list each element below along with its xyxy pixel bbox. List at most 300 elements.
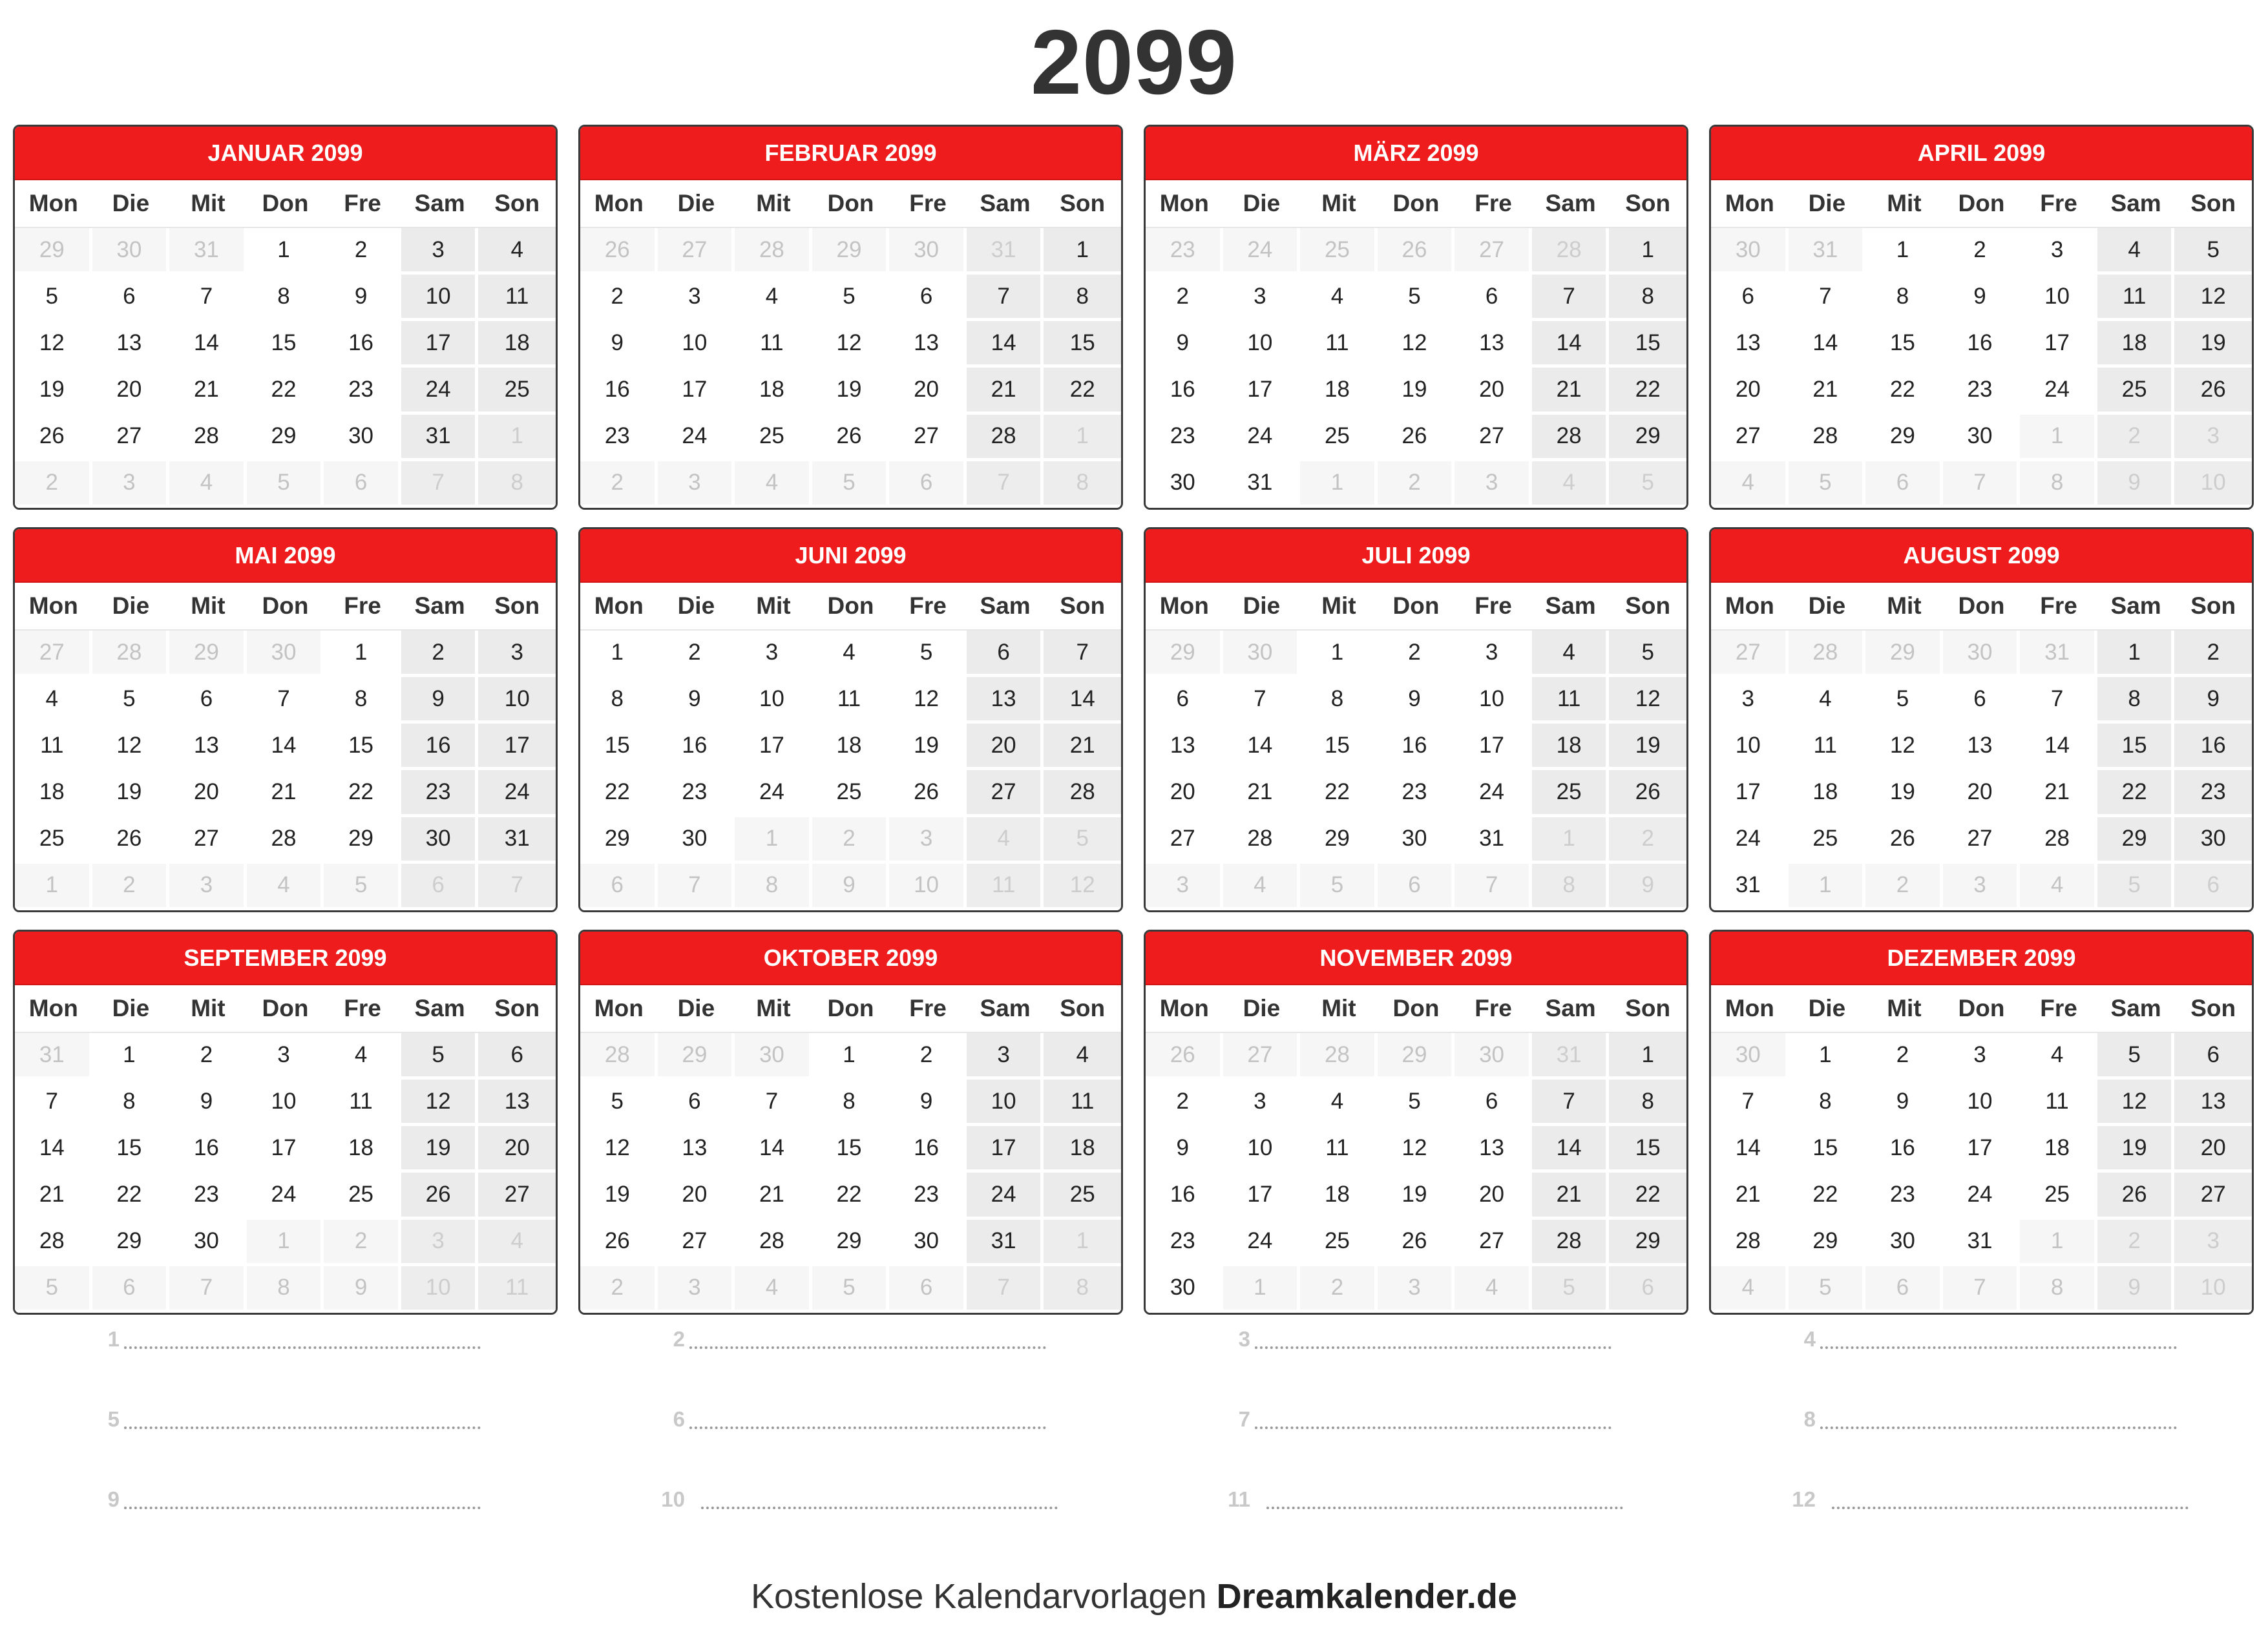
day-cell: 4 [2020, 1033, 2097, 1080]
note-line[interactable] [578, 1478, 1123, 1558]
month-title: SEPTEMBER 2099 [15, 932, 556, 985]
day-cell: 4 [812, 631, 890, 677]
adjacent-month-day: 4 [1223, 864, 1301, 910]
day-cell: 19 [2097, 1126, 2175, 1173]
day-cell: 26 [2174, 368, 2252, 414]
day-cell: 22 [580, 770, 658, 817]
day-cell: 17 [735, 724, 812, 770]
adjacent-month-day: 1 [1223, 1266, 1301, 1313]
adjacent-month-day: 6 [580, 864, 658, 910]
weeks [1711, 228, 2252, 508]
week-row [580, 817, 1121, 864]
day-cell: 3 [247, 1033, 324, 1080]
day-cell: 5 [401, 1033, 479, 1080]
day-cell: 9 [580, 321, 658, 368]
day-cell: 8 [1044, 275, 1121, 321]
note-line[interactable] [13, 1318, 558, 1398]
weekday-row [15, 583, 556, 631]
day-cell: 14 [1223, 724, 1301, 770]
day-cell: 17 [247, 1126, 324, 1173]
day-cell: 15 [1609, 321, 1686, 368]
day-cell: 21 [169, 368, 247, 414]
dotted-line [701, 1507, 1058, 1509]
day-cell: 14 [1532, 321, 1610, 368]
day-cell: 30 [658, 817, 735, 864]
adjacent-month-day: 4 [967, 817, 1044, 864]
day-cell: 1 [1609, 1033, 1686, 1080]
weekday-row [1146, 180, 1686, 228]
adjacent-month-day: 6 [1865, 1266, 1943, 1313]
adjacent-month-day: 8 [247, 1266, 324, 1313]
day-cell: 28 [1223, 817, 1301, 864]
month-card [578, 527, 1123, 912]
day-cell: 9 [1943, 275, 2021, 321]
day-cell: 5 [812, 275, 890, 321]
day-cell: 31 [1223, 461, 1301, 508]
note-number: 10 [661, 1487, 685, 1511]
adjacent-month-day: 6 [1609, 1266, 1686, 1313]
day-cell: 3 [401, 228, 479, 275]
day-cell: 11 [1044, 1080, 1121, 1126]
day-cell: 24 [1943, 1173, 2021, 1219]
adjacent-month-day: 5 [324, 864, 401, 910]
footer-brand[interactable]: Dreamkalender.de [1216, 1577, 1517, 1616]
weekday-label: Die [677, 190, 715, 216]
week-row [1711, 321, 2252, 368]
day-cell: 13 [92, 321, 170, 368]
week-row [1146, 1033, 1686, 1080]
note-line[interactable] [1709, 1478, 2254, 1558]
week-row [580, 864, 1121, 910]
day-cell: 10 [658, 321, 735, 368]
day-cell: 9 [889, 1080, 967, 1126]
adjacent-month-day: 4 [478, 1220, 556, 1266]
day-cell: 26 [2097, 1173, 2175, 1219]
week-row [580, 1126, 1121, 1173]
weekday-label: Mon [28, 592, 78, 619]
day-cell: 8 [1609, 275, 1686, 321]
adjacent-month-day: 7 [967, 461, 1044, 508]
day-cell: 29 [324, 817, 401, 864]
adjacent-month-day: 26 [1378, 228, 1455, 275]
weekday-label: Mon [594, 190, 644, 216]
adjacent-month-day: 27 [1223, 1033, 1301, 1080]
day-cell: 17 [1223, 368, 1301, 414]
adjacent-month-day: 30 [1711, 228, 1789, 275]
day-cell: 28 [2020, 817, 2097, 864]
dotted-line [124, 1426, 481, 1429]
day-cell: 23 [580, 415, 658, 461]
day-cell: 16 [889, 1126, 967, 1173]
adjacent-month-day: 2 [1378, 461, 1455, 508]
day-cell: 28 [169, 415, 247, 461]
day-cell: 8 [1609, 1080, 1686, 1126]
day-cell: 9 [2174, 677, 2252, 724]
day-cell: 27 [1454, 1220, 1532, 1266]
day-cell: 28 [1532, 415, 1610, 461]
day-cell: 1 [2097, 631, 2175, 677]
weekday-label: Don [1392, 592, 1440, 619]
week-row [1711, 1173, 2252, 1219]
day-cell: 29 [1609, 415, 1686, 461]
day-cell: 9 [1146, 1126, 1223, 1173]
week-row [1711, 368, 2252, 414]
day-cell: 3 [1223, 1080, 1301, 1126]
adjacent-month-day: 5 [812, 461, 890, 508]
day-cell: 20 [1711, 368, 1789, 414]
day-cell: 18 [1044, 1126, 1121, 1173]
day-cell: 30 [889, 1220, 967, 1266]
weeks [580, 631, 1121, 910]
day-cell: 22 [812, 1173, 890, 1219]
weekday-label: Fre [1475, 190, 1512, 216]
weekday-row [15, 985, 556, 1033]
day-cell: 29 [580, 817, 658, 864]
adjacent-month-day: 5 [1609, 461, 1686, 508]
adjacent-month-day: 6 [92, 1266, 170, 1313]
day-cell: 24 [658, 415, 735, 461]
adjacent-month-day: 31 [2020, 631, 2097, 677]
weeks [580, 1033, 1121, 1313]
weekday-label: Don [1958, 592, 2005, 619]
day-cell: 29 [812, 1220, 890, 1266]
week-row [1146, 275, 1686, 321]
adjacent-month-day: 23 [1146, 228, 1223, 275]
day-cell: 27 [658, 1220, 735, 1266]
day-cell: 15 [247, 321, 324, 368]
day-cell: 15 [2097, 724, 2175, 770]
day-cell: 28 [1789, 415, 1866, 461]
notes-area [13, 1318, 2254, 1558]
week-row [1146, 677, 1686, 724]
note-number: 4 [1803, 1327, 1816, 1351]
week-row [580, 275, 1121, 321]
day-cell: 5 [889, 631, 967, 677]
day-cell: 8 [1789, 1080, 1866, 1126]
day-cell: 3 [967, 1033, 1044, 1080]
week-row [1711, 677, 2252, 724]
note-number: 7 [1238, 1407, 1250, 1431]
day-cell: 6 [889, 275, 967, 321]
day-cell: 21 [15, 1173, 92, 1219]
note-line[interactable] [13, 1478, 558, 1558]
day-cell: 3 [658, 275, 735, 321]
day-cell: 29 [1789, 1220, 1866, 1266]
weeks [1146, 228, 1686, 508]
week-row [1146, 1173, 1686, 1219]
week-row [15, 1173, 556, 1219]
adjacent-month-day: 5 [247, 461, 324, 508]
adjacent-month-day: 8 [1532, 864, 1610, 910]
day-cell: 20 [169, 770, 247, 817]
adjacent-month-day: 12 [1044, 864, 1121, 910]
day-cell: 10 [2020, 275, 2097, 321]
adjacent-month-day: 1 [1044, 1220, 1121, 1266]
adjacent-month-day: 9 [324, 1266, 401, 1313]
dotted-line [124, 1507, 481, 1509]
day-cell: 21 [967, 368, 1044, 414]
day-cell: 27 [889, 415, 967, 461]
day-cell: 10 [247, 1080, 324, 1126]
day-cell: 23 [658, 770, 735, 817]
day-cell: 18 [1789, 770, 1866, 817]
adjacent-month-day: 9 [812, 864, 890, 910]
day-cell: 25 [478, 368, 556, 414]
adjacent-month-day: 28 [1532, 228, 1610, 275]
day-cell: 12 [580, 1126, 658, 1173]
adjacent-month-day: 6 [324, 461, 401, 508]
weekday-label: Son [1060, 190, 1106, 216]
day-cell: 6 [2174, 1033, 2252, 1080]
day-cell: 20 [1454, 1173, 1532, 1219]
adjacent-month-day: 29 [658, 1033, 735, 1080]
day-cell: 7 [1711, 1080, 1789, 1126]
day-cell: 12 [1865, 724, 1943, 770]
adjacent-month-day: 8 [735, 864, 812, 910]
weekday-row [1711, 583, 2252, 631]
note-line[interactable] [13, 1398, 558, 1478]
weekday-label: Son [494, 190, 540, 216]
day-cell: 13 [967, 677, 1044, 724]
day-cell: 6 [1454, 1080, 1532, 1126]
note-line[interactable] [578, 1318, 1123, 1398]
day-cell: 11 [812, 677, 890, 724]
day-cell: 10 [1943, 1080, 2021, 1126]
day-cell: 14 [2020, 724, 2097, 770]
day-cell: 25 [1300, 1220, 1378, 1266]
day-cell: 24 [401, 368, 479, 414]
day-cell: 28 [1532, 1220, 1610, 1266]
day-cell: 24 [478, 770, 556, 817]
weekday-label: Son [1060, 592, 1106, 619]
week-row [580, 368, 1121, 414]
weekday-label: Mon [1159, 190, 1209, 216]
day-cell: 24 [1711, 817, 1789, 864]
adjacent-month-day: 7 [1943, 1266, 2021, 1313]
day-cell: 18 [324, 1126, 401, 1173]
weekday-label: Fre [344, 190, 381, 216]
dotted-line [124, 1346, 481, 1349]
week-row [580, 1033, 1121, 1080]
adjacent-month-day: 4 [2020, 864, 2097, 910]
day-cell: 28 [247, 817, 324, 864]
adjacent-month-day: 8 [2020, 1266, 2097, 1313]
weekday-label: Sam [1545, 995, 1596, 1021]
week-row [1146, 1266, 1686, 1313]
day-cell: 24 [735, 770, 812, 817]
day-cell: 28 [1044, 770, 1121, 817]
weekday-label: Mit [191, 592, 226, 619]
day-cell: 8 [812, 1080, 890, 1126]
adjacent-month-day: 28 [580, 1033, 658, 1080]
week-row [1146, 228, 1686, 275]
day-cell: 14 [1532, 1126, 1610, 1173]
adjacent-month-day: 9 [1609, 864, 1686, 910]
weeks [580, 228, 1121, 508]
weekday-row [1711, 180, 2252, 228]
day-cell: 21 [1711, 1173, 1789, 1219]
day-cell: 29 [1865, 415, 1943, 461]
week-row [1711, 864, 2252, 910]
day-cell: 4 [1300, 275, 1378, 321]
adjacent-month-day: 29 [169, 631, 247, 677]
day-cell: 18 [1300, 1173, 1378, 1219]
weekday-label: Mon [594, 995, 644, 1021]
adjacent-month-day: 1 [15, 864, 92, 910]
day-cell: 5 [2097, 1033, 2175, 1080]
weekday-label: Sam [414, 592, 465, 619]
day-cell: 20 [1454, 368, 1532, 414]
note-line[interactable] [1144, 1478, 1688, 1558]
week-row [15, 415, 556, 461]
note-number: 5 [107, 1407, 120, 1431]
week-row [1711, 1080, 2252, 1126]
day-cell: 18 [1300, 368, 1378, 414]
adjacent-month-day: 11 [478, 1266, 556, 1313]
day-cell: 25 [2020, 1173, 2097, 1219]
day-cell: 18 [1532, 724, 1610, 770]
day-cell: 24 [1454, 770, 1532, 817]
adjacent-month-day: 30 [1454, 1033, 1532, 1080]
day-cell: 25 [735, 415, 812, 461]
weekday-label: Die [112, 190, 150, 216]
day-cell: 9 [1378, 677, 1455, 724]
adjacent-month-day: 3 [658, 1266, 735, 1313]
note-line[interactable] [1144, 1398, 1688, 1478]
weekday-label: Sam [980, 190, 1031, 216]
day-cell: 13 [658, 1126, 735, 1173]
day-cell: 6 [658, 1080, 735, 1126]
day-cell: 6 [478, 1033, 556, 1080]
day-cell: 7 [967, 275, 1044, 321]
week-row [15, 864, 556, 910]
month-card [1709, 527, 2254, 912]
day-cell: 14 [967, 321, 1044, 368]
day-cell: 12 [812, 321, 890, 368]
day-cell: 25 [812, 770, 890, 817]
week-row [1711, 415, 2252, 461]
day-cell: 19 [401, 1126, 479, 1173]
day-cell: 27 [967, 770, 1044, 817]
day-cell: 23 [1943, 368, 2021, 414]
note-line[interactable] [1709, 1398, 2254, 1478]
adjacent-month-day: 3 [2174, 415, 2252, 461]
day-cell: 24 [967, 1173, 1044, 1219]
day-cell: 20 [92, 368, 170, 414]
week-row [580, 461, 1121, 508]
weeks [15, 1033, 556, 1313]
dotted-line [1832, 1507, 2189, 1509]
weekday-label: Sam [2110, 592, 2161, 619]
weekday-label: Die [1243, 995, 1281, 1021]
weekday-label: Don [262, 190, 309, 216]
day-cell: 11 [1300, 321, 1378, 368]
day-cell: 24 [1223, 415, 1301, 461]
day-cell: 2 [1378, 631, 1455, 677]
day-cell: 16 [169, 1126, 247, 1173]
day-cell: 27 [2174, 1173, 2252, 1219]
day-cell: 16 [1378, 724, 1455, 770]
adjacent-month-day: 9 [2097, 461, 2175, 508]
day-cell: 5 [580, 1080, 658, 1126]
day-cell: 1 [1609, 228, 1686, 275]
day-cell: 21 [1044, 724, 1121, 770]
day-cell: 3 [1454, 631, 1532, 677]
day-cell: 26 [1378, 1220, 1455, 1266]
adjacent-month-day: 3 [889, 817, 967, 864]
day-cell: 31 [1711, 864, 1789, 910]
day-cell: 21 [247, 770, 324, 817]
day-cell: 8 [1865, 275, 1943, 321]
day-cell: 6 [1943, 677, 2021, 724]
day-cell: 22 [324, 770, 401, 817]
day-cell: 14 [735, 1126, 812, 1173]
day-cell: 23 [1146, 1220, 1223, 1266]
adjacent-month-day: 1 [1044, 415, 1121, 461]
day-cell: 14 [1044, 677, 1121, 724]
day-cell: 10 [967, 1080, 1044, 1126]
day-cell: 15 [812, 1126, 890, 1173]
day-cell: 5 [1865, 677, 1943, 724]
day-cell: 28 [1711, 1220, 1789, 1266]
week-row [580, 415, 1121, 461]
note-line[interactable] [1144, 1318, 1688, 1398]
note-line[interactable] [578, 1398, 1123, 1478]
adjacent-month-day: 7 [478, 864, 556, 910]
weekday-label: Die [112, 592, 150, 619]
week-row [15, 631, 556, 677]
week-row [580, 1266, 1121, 1313]
day-cell: 13 [1711, 321, 1789, 368]
day-cell: 11 [478, 275, 556, 321]
note-line[interactable] [1709, 1318, 2254, 1398]
day-cell: 21 [1532, 368, 1610, 414]
day-cell: 19 [1865, 770, 1943, 817]
day-cell: 8 [247, 275, 324, 321]
day-cell: 3 [1711, 677, 1789, 724]
day-cell: 20 [2174, 1126, 2252, 1173]
day-cell: 13 [889, 321, 967, 368]
day-cell: 1 [92, 1033, 170, 1080]
weekday-label: Mon [1725, 592, 1774, 619]
day-cell: 14 [169, 321, 247, 368]
adjacent-month-day: 4 [1532, 461, 1610, 508]
week-row [1711, 1220, 2252, 1266]
weekday-label: Son [1625, 190, 1671, 216]
weekday-label: Sam [1545, 190, 1596, 216]
day-cell: 4 [1532, 631, 1610, 677]
adjacent-month-day: 5 [812, 1266, 890, 1313]
day-cell: 17 [967, 1126, 1044, 1173]
day-cell: 26 [580, 1220, 658, 1266]
month-card [1144, 527, 1688, 912]
day-cell: 12 [2174, 275, 2252, 321]
month-title: NOVEMBER 2099 [1146, 932, 1686, 985]
day-cell: 4 [1789, 677, 1866, 724]
weekday-label: Sam [980, 592, 1031, 619]
day-cell: 23 [169, 1173, 247, 1219]
week-row [1146, 415, 1686, 461]
week-row [580, 631, 1121, 677]
adjacent-month-day: 31 [169, 228, 247, 275]
adjacent-month-day: 3 [1454, 461, 1532, 508]
day-cell: 30 [1865, 1220, 1943, 1266]
day-cell: 14 [1711, 1126, 1789, 1173]
day-cell: 25 [1300, 415, 1378, 461]
weekday-label: Fre [2040, 190, 2077, 216]
week-row [1711, 1266, 2252, 1313]
week-row [580, 1220, 1121, 1266]
